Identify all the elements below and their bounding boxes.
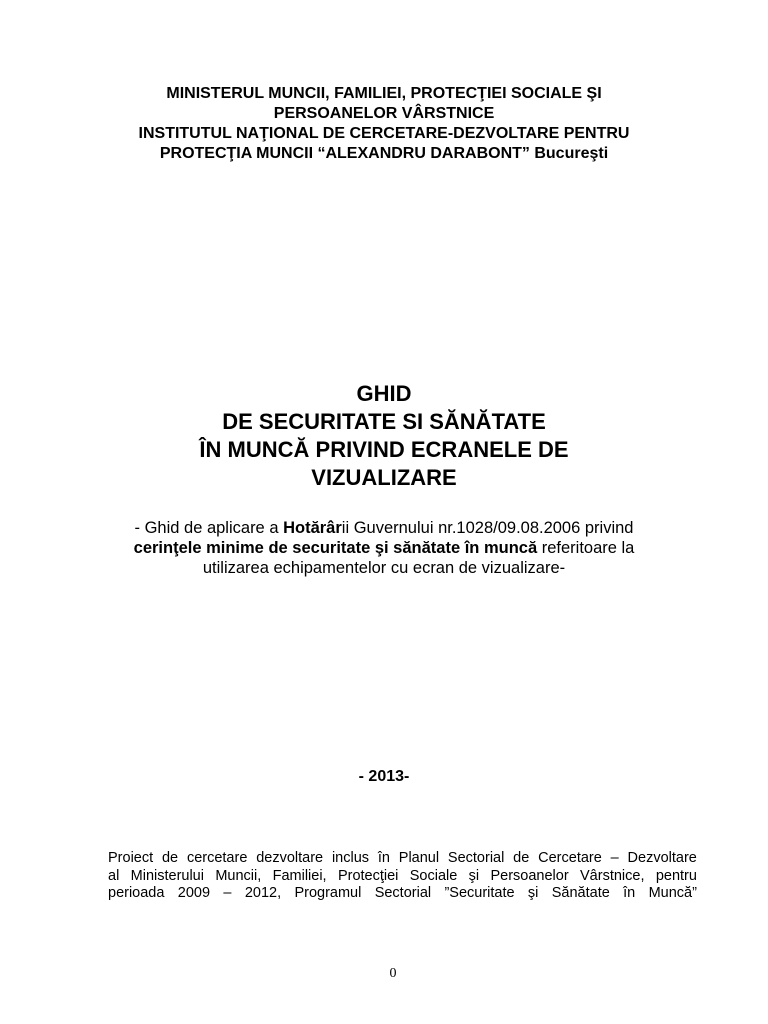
subtitle-line-3: utilizarea echipamentelor cu ecran de vizualizare- <box>202 559 566 577</box>
project-word: Muncă” <box>648 885 697 901</box>
project-word: Cercetare <box>538 850 602 866</box>
project-word: 2012, <box>244 885 282 901</box>
project-word: Familiei, <box>272 867 327 884</box>
project-word: ”Securitate <box>444 885 515 901</box>
project-word: – <box>223 885 232 901</box>
project-word: de <box>161 850 179 866</box>
project-word: Planul <box>398 850 440 866</box>
project-word: Sectorial <box>447 850 505 866</box>
institute-line-2: PROTECŢIA MUNCII “ALEXANDRU DARABONT” Bucureşti <box>159 145 609 162</box>
project-word: perioada <box>108 885 165 901</box>
subtitle-text: - Ghid de aplicare a <box>134 519 284 537</box>
subtitle-line-1 <box>60 518 708 538</box>
project-word: – <box>610 850 619 866</box>
project-word: 2009 <box>177 885 211 901</box>
institution-header <box>60 84 708 164</box>
ministry-line-1: MINISTERUL MUNCII, FAMILIEI, PROTECŢIEI SOCIALE ŞI <box>166 85 602 102</box>
subtitle-bold-text: Hotărâr <box>283 519 342 537</box>
project-word: Proiect <box>108 850 154 866</box>
project-word: Sociale <box>409 867 458 884</box>
project-word: Sectorial <box>374 885 432 901</box>
project-line-3 <box>108 885 697 903</box>
project-word: al <box>108 867 120 884</box>
subtitle-text: referitoare la <box>537 539 635 557</box>
project-word: în <box>623 885 636 901</box>
project-word: pentru <box>655 867 697 884</box>
project-line-2 <box>108 868 697 886</box>
project-word: Ministerului <box>130 867 204 884</box>
subtitle-bold-text: cerinţele minime de securitate şi sănătate în muncă <box>133 539 538 557</box>
title-line-1: GHID <box>356 381 412 406</box>
project-word: Muncii, <box>215 867 262 884</box>
title-line-3: ÎN MUNCĂ PRIVIND ECRANELE DE <box>199 437 569 462</box>
subtitle-line-2 <box>60 538 708 558</box>
project-word: Dezvoltare <box>627 850 697 866</box>
project-word: şi <box>527 885 539 901</box>
project-word: cercetare <box>186 850 248 866</box>
publication-year: - 2013- <box>358 768 410 785</box>
document-subtitle <box>60 518 708 578</box>
document-title <box>60 380 708 492</box>
project-word: Protecţiei <box>337 867 399 884</box>
project-description <box>108 850 697 903</box>
project-word: Persoanelor <box>490 867 569 884</box>
project-word: Sănătate <box>551 885 610 901</box>
title-line-4: VIZUALIZARE <box>311 465 457 490</box>
project-word: de <box>513 850 530 866</box>
project-line-1 <box>108 850 697 868</box>
project-word: dezvoltare <box>256 850 324 866</box>
ministry-line-2: PERSOANELOR VÂRSTNICE <box>273 105 495 122</box>
project-word: Programul <box>294 885 362 901</box>
subtitle-text: ii Guvernului nr.1028/09.08.2006 privind <box>341 519 634 537</box>
institute-line-1: INSTITUTUL NAŢIONAL DE CERCETARE-DEZVOLTARE PENTRU <box>138 125 630 142</box>
page-number: 0 <box>389 966 397 981</box>
project-word: şi <box>468 867 480 884</box>
title-line-2: DE SECURITATE SI SĂNĂTATE <box>222 409 546 434</box>
project-word: în <box>377 850 390 866</box>
project-word: Vârstnice, <box>580 867 645 884</box>
project-word: inclus <box>331 850 370 866</box>
